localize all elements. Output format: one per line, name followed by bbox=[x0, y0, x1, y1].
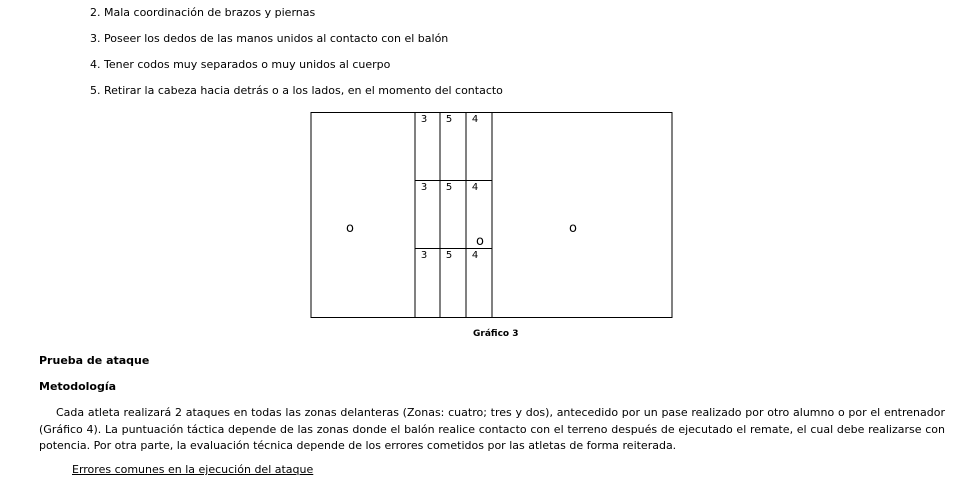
zone-label: 4 bbox=[471, 114, 479, 125]
zone-label: 5 bbox=[445, 182, 453, 193]
right-player-marker: o bbox=[569, 221, 577, 236]
zone-label: 4 bbox=[471, 250, 479, 261]
next-heading: Errores comunes en la ejecución del ataque bbox=[72, 463, 314, 476]
diagram-caption: Gráfico 3 bbox=[473, 329, 519, 339]
list-item-error-2: 2. Mala coordinación de brazos y piernas bbox=[90, 6, 316, 19]
methodology-paragraph: Cada atleta realizará 2 ataques en todas las zonas delanteras (Zonas: cuatro; tres y dos), antecedido por un pase realizado por otro alumno o por el entrenador (Gráfico 4). La puntuación táctica depende de las zonas donde el balón realice contacto con el terreno después de ejecutado el remate, el cual debe realizarse con potencia. Por otra parte, la evaluación técnica depende de los errores cometidos por las atletas de forma reiterada. bbox=[39, 406, 945, 452]
list-item-error-3: 3. Poseer los dedos de las manos unidos al contacto con el balón bbox=[90, 32, 449, 45]
list-item-error-4: 4. Tener codos muy separados o muy unidos al cuerpo bbox=[90, 58, 391, 71]
subsection-title: Metodología bbox=[39, 380, 117, 393]
zone-label: 5 bbox=[445, 114, 453, 125]
zone-label: 3 bbox=[420, 182, 428, 193]
zone-label: 5 bbox=[445, 250, 453, 261]
zone-label: 3 bbox=[420, 114, 428, 125]
zone-label: 4 bbox=[471, 182, 479, 193]
zone-labels bbox=[421, 114, 478, 261]
ball-marker: o bbox=[476, 234, 484, 249]
left-player-marker: o bbox=[346, 221, 354, 236]
list-item-error-5: 5. Retirar la cabeza hacia detrás o a los lados, en el momento del contacto bbox=[90, 84, 503, 97]
section-title: Prueba de ataque bbox=[39, 354, 150, 367]
zone-label: 3 bbox=[420, 250, 428, 261]
